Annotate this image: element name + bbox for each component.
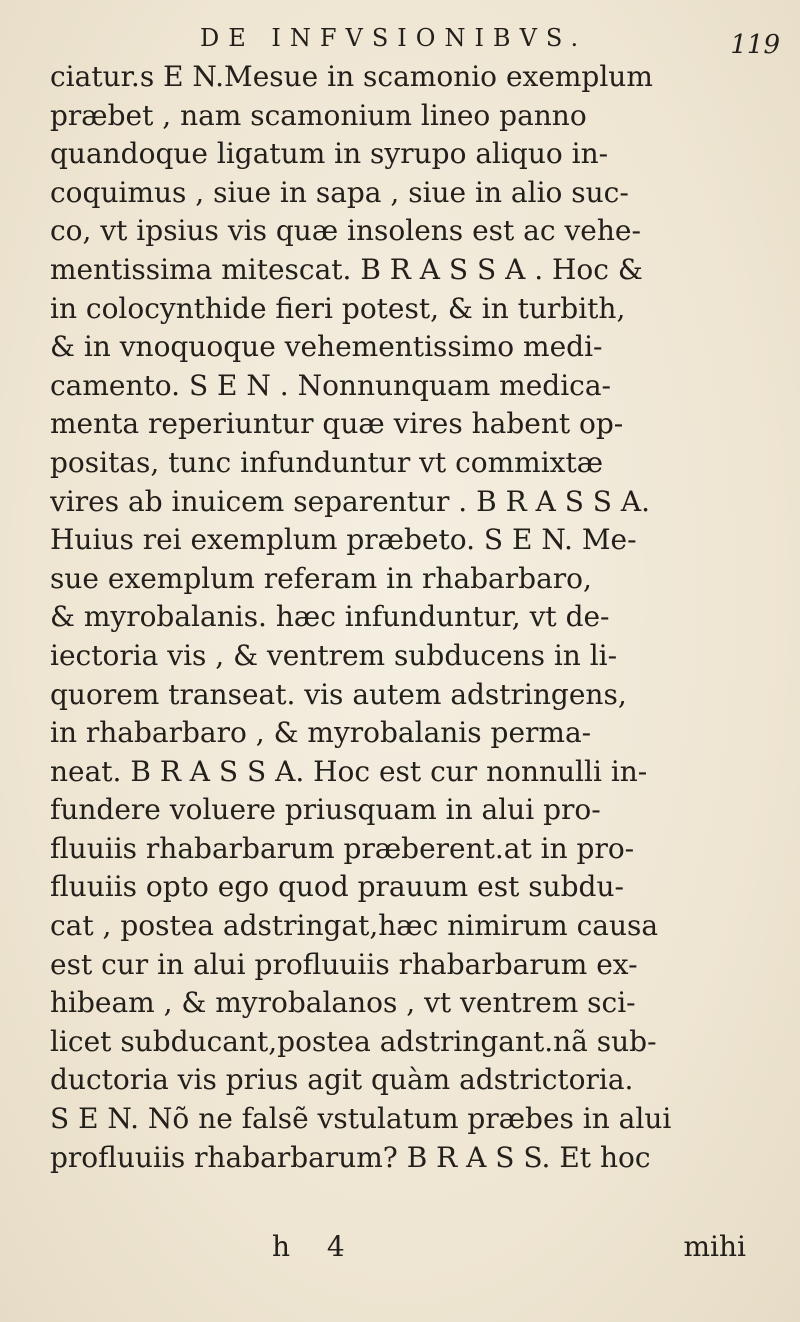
text-line: Huius rei exemplum præbeto. S E N. Me- — [50, 523, 637, 557]
text-line: ductoria vis prius agit quàm adstrictoria. — [50, 1063, 634, 1097]
text-line: S E N. Nõ ne falsẽ vstulatum præbes in alui — [50, 1102, 672, 1136]
text-line: positas, tunc infunduntur vt commixtæ — [50, 445, 604, 479]
text-line: præbet , nam scamonium lineo panno — [50, 98, 587, 132]
text-line: hibeam , & myrobalanos , vt ventrem sci- — [50, 986, 636, 1020]
text-line: quandoque ligatum in syrupo aliquo in- — [50, 137, 609, 171]
text-line: profluuiis rhabarbarum? B R A S S. Et hoc — [50, 1140, 651, 1174]
text-line: & myrobalanis. hæc infunduntur, vt de- — [50, 600, 610, 634]
catchword: mihi — [683, 1230, 746, 1263]
text-line: & in vnoquoque vehementissimo medi- — [50, 330, 603, 364]
text-line: in rhabarbaro , & myrobalanis perma- — [50, 716, 592, 750]
text-line: in colocynthide fieri potest, & in turbith, — [50, 291, 626, 325]
text-line: fluuiis rhabarbarum præberent.at in pro- — [50, 831, 635, 865]
text-line: neat. B R A S S A. Hoc est cur nonnulli in- — [50, 754, 648, 788]
text-line: mentissima mitescat. B R A S S A . Hoc & — [50, 252, 643, 286]
text-line: vires ab inuicem separentur . B R A S S A. — [50, 484, 650, 518]
text-line: cat , postea adstringat,hæc nimirum causa — [50, 909, 659, 943]
text-block — [50, 58, 766, 1177]
text-line: ciatur.s E N.Mesue in scamonio exemplum — [50, 60, 653, 93]
text-line: co, vt ipsius vis quæ insolens est ac vehe- — [50, 214, 641, 248]
running-title: DE INFVSIONIBVS. — [200, 24, 588, 52]
text-line: fluuiis opto ego quod prauum est subdu- — [50, 870, 624, 904]
text-line: coquimus , siue in sapa , siue in alio suc- — [50, 175, 629, 209]
text-line: est cur in alui profluuiis rhabarbarum ex- — [50, 947, 638, 981]
text-line: menta reperiuntur quæ vires habent op- — [50, 407, 624, 441]
text-line: licet subducant,postea adstringant.nã sub- — [50, 1024, 657, 1058]
page-footer — [50, 1230, 766, 1270]
page-number: 119 — [730, 30, 780, 60]
text-line: fundere voluere priusquam in alui pro- — [50, 793, 601, 827]
signature-mark: h 4 — [272, 1230, 359, 1263]
running-head — [40, 14, 780, 64]
text-line: sue exemplum referam in rhabarbaro, — [50, 561, 592, 595]
text-line: iectoria vis , & ventrem subducens in li- — [50, 638, 618, 672]
text-line: quorem transeat. vis autem adstringens, — [50, 677, 627, 711]
text-line: camento. S E N . Nonnunquam medica- — [50, 368, 611, 402]
